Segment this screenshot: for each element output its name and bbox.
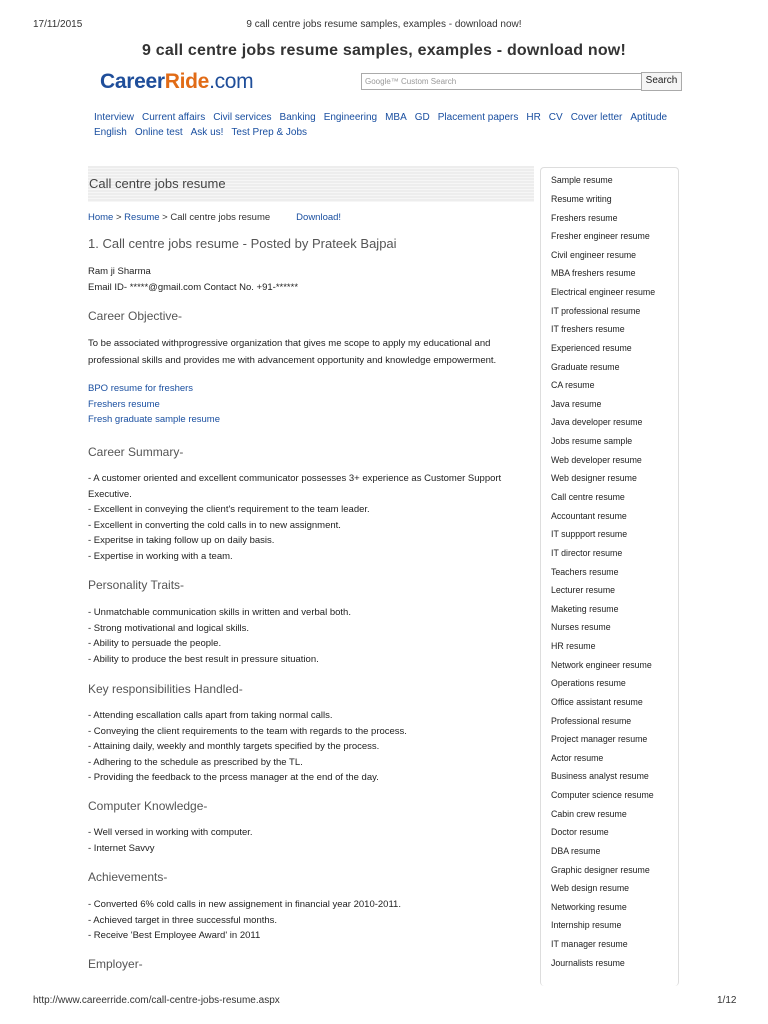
sidebar-item[interactable]: Networking resume: [551, 902, 627, 912]
candidate-contact: Email ID- *****@gmail.com Contact No. +91-******: [88, 282, 299, 293]
sidebar-item[interactable]: Freshers resume: [551, 213, 618, 223]
logo-part-ride: Ride: [164, 70, 210, 93]
key-responsibilities-list: [88, 708, 534, 786]
page-title: 9 call centre jobs resume samples, examples - download now!: [142, 42, 626, 59]
nav-link[interactable]: Current affairs: [142, 112, 206, 123]
sidebar-item[interactable]: Cabin crew resume: [551, 809, 627, 819]
sidebar-item[interactable]: Professional resume: [551, 716, 632, 726]
personality-traits-list: [88, 605, 534, 667]
list-item: - Strong motivational and logical skills.: [88, 622, 250, 634]
sidebar-item[interactable]: HR resume: [551, 641, 596, 651]
sidebar-item[interactable]: MBA freshers resume: [551, 268, 636, 278]
sidebar-item[interactable]: Project manager resume: [551, 734, 648, 744]
sidebar-item[interactable]: IT suppport resume: [551, 529, 628, 539]
career-objective-heading: Career Objective-: [88, 309, 183, 323]
sidebar-item[interactable]: Experienced resume: [551, 343, 632, 353]
list-item: - Converted 6% cold calls in new assignement in financial year 2010-2011.: [88, 899, 401, 910]
list-item: - Experitse in taking follow up on daily basis.: [88, 535, 275, 547]
career-objective-text: [88, 335, 534, 369]
careerride-logo[interactable]: [100, 70, 253, 94]
career-summary-heading: Career Summary-: [88, 445, 184, 459]
sidebar-item[interactable]: IT professional resume: [551, 306, 641, 316]
list-item: - Achieved target in three successful months.: [88, 914, 278, 926]
sidebar-item[interactable]: Teachers resume: [551, 567, 619, 577]
list-item: - Unmatchable communication skills in written and verbal both.: [88, 607, 351, 618]
sidebar-item[interactable]: IT manager resume: [551, 939, 628, 949]
candidate-name: Ram ji Sharma: [88, 266, 151, 277]
computer-knowledge-list: [88, 825, 534, 856]
nav-link[interactable]: Test Prep & Jobs: [231, 127, 308, 138]
breadcrumb: [88, 212, 341, 223]
nav-link[interactable]: Engineering: [323, 112, 378, 123]
nav-link[interactable]: Civil services: [213, 112, 272, 123]
nav-link[interactable]: Interview: [94, 112, 135, 123]
breadcrumb-home[interactable]: Home: [88, 212, 114, 223]
breadcrumb-resume[interactable]: Resume: [124, 212, 160, 223]
sidebar-item[interactable]: Web design resume: [551, 883, 630, 893]
career-summary-list: [88, 471, 534, 565]
related-link[interactable]: Fresh graduate sample resume: [88, 414, 221, 426]
sidebar-item[interactable]: Java developer resume: [551, 417, 643, 427]
personality-traits-heading: Personality Traits-: [88, 578, 185, 592]
list-item: - Providing the feedback to the prcess manager at the end of the day.: [88, 772, 379, 784]
sidebar-item[interactable]: Jobs resume sample: [551, 436, 633, 446]
list-item: - Ability to produce the best result in pressure situation.: [88, 653, 319, 665]
sidebar-item[interactable]: Resume writing: [551, 194, 612, 204]
post-title: 1. Call centre jobs resume - Posted by Prateek Bajpai: [88, 236, 397, 251]
search-button[interactable]: Search: [641, 72, 682, 91]
computer-knowledge-heading: Computer Knowledge-: [88, 799, 208, 813]
list-item: - Attending escallation calls apart from taking normal calls.: [88, 710, 333, 721]
sidebar-item[interactable]: Internship resume: [551, 920, 622, 930]
nav-link[interactable]: Aptitude: [630, 112, 668, 123]
logo-part-career: Career: [100, 70, 165, 93]
nav-link[interactable]: English: [94, 127, 127, 138]
download-link[interactable]: Download!: [296, 212, 342, 223]
logo-part-com: .com: [209, 70, 254, 93]
sidebar-item[interactable]: Actor resume: [551, 753, 604, 763]
list-item: - Adhering to the schedule as prescribed by the TL.: [88, 756, 303, 768]
breadcrumb-separator: >: [159, 212, 171, 223]
related-link[interactable]: Freshers resume: [88, 398, 160, 410]
print-header: [0, 0, 768, 30]
list-item: - Ability to persuade the people.: [88, 638, 222, 650]
list-item: - Conveying the client requirements to the team with regards to the process.: [88, 725, 407, 737]
related-link[interactable]: BPO resume for freshers: [88, 383, 194, 394]
content-header-title: Call centre jobs resume: [89, 176, 226, 191]
related-links: [88, 381, 534, 428]
achievements-list: [88, 897, 534, 944]
sidebar-item[interactable]: Civil engineer resume: [551, 250, 637, 260]
list-item: - Attaining daily, weekly and monthly targets specified by the process.: [88, 741, 380, 753]
sidebar-item[interactable]: IT freshers resume: [551, 324, 625, 334]
content-header: [88, 166, 534, 202]
sidebar-item[interactable]: DBA resume: [551, 846, 601, 856]
nav-link[interactable]: HR: [526, 112, 541, 123]
list-item: - Expertise in working with a team.: [88, 550, 233, 562]
list-item: - A customer oriented and excellent communicator possesses 3+ experience as Customer Support Executive.: [88, 473, 502, 500]
breadcrumb-separator: >: [113, 212, 125, 223]
breadcrumb-current: Call centre jobs resume: [170, 212, 271, 223]
sidebar-item[interactable]: Electrical engineer resume: [551, 287, 656, 297]
sidebar-item[interactable]: Fresher engineer resume: [551, 231, 650, 241]
sidebar-item[interactable]: Journalists resume: [551, 958, 625, 968]
sidebar-resume-links: [540, 167, 679, 986]
sidebar-item[interactable]: Operations resume: [551, 678, 626, 688]
list-item: - Internet Savvy: [88, 842, 155, 854]
sidebar-item[interactable]: IT director resume: [551, 548, 623, 558]
print-title: 9 call centre jobs resume samples, examples - download now!: [246, 19, 522, 30]
search-input[interactable]: Google™ Custom Search: [361, 73, 643, 90]
top-nav: [94, 110, 668, 140]
sidebar-item[interactable]: Web designer resume: [551, 473, 637, 483]
nav-link[interactable]: Banking: [279, 112, 316, 123]
sidebar-item[interactable]: Office assistant resume: [551, 697, 643, 707]
nav-link[interactable]: Cover letter: [570, 112, 623, 123]
achievements-heading: Achievements-: [88, 870, 168, 884]
list-item: - Excellent in conveying the client's requirement to the team leader.: [88, 504, 370, 516]
sidebar-item[interactable]: Call centre resume: [551, 492, 625, 502]
sidebar-item[interactable]: Lecturer resume: [551, 585, 616, 595]
sidebar-item[interactable]: Graduate resume: [551, 362, 620, 372]
nav-link[interactable]: Placement papers: [437, 112, 519, 123]
list-item: - Excellent in converting the cold calls in to new assignment.: [88, 519, 341, 531]
nav-link[interactable]: GD: [414, 112, 430, 123]
nav-link[interactable]: MBA: [385, 112, 407, 123]
nav-link[interactable]: CV: [548, 112, 563, 123]
list-item: - Receive 'Best Employee Award' in 2011: [88, 930, 261, 942]
nav-link[interactable]: Ask us!: [190, 127, 224, 138]
sidebar-item[interactable]: Web developer resume: [551, 455, 642, 465]
employer-heading: Employer-: [88, 957, 143, 971]
sidebar-item[interactable]: Accountant resume: [551, 511, 627, 521]
sidebar-item[interactable]: Computer science resume: [551, 790, 654, 800]
sidebar-item[interactable]: Java resume: [551, 399, 602, 409]
footer-page-number: 1/12: [717, 995, 737, 1006]
sidebar-item[interactable]: Business analyst resume: [551, 771, 649, 781]
sidebar-item[interactable]: Graphic designer resume: [551, 865, 650, 875]
nav-link[interactable]: Online test: [134, 127, 183, 138]
key-responsibilities-heading: Key responsibilities Handled-: [88, 682, 243, 696]
career-objective-paragraph: To be associated withprogressive organization that gives me scope to apply my educational and professional skills and provides me with advancement opportunity and knowledge empowerment.: [88, 338, 497, 366]
sidebar-item[interactable]: Sample resume: [551, 175, 613, 185]
sidebar-item[interactable]: Doctor resume: [551, 827, 609, 837]
footer-url: http://www.careerride.com/call-centre-jobs-resume.aspx: [33, 995, 280, 1006]
sidebar-item[interactable]: Nurses resume: [551, 622, 611, 632]
sidebar-item[interactable]: Network engineer resume: [551, 660, 652, 670]
print-date: 17/11/2015: [33, 19, 83, 30]
sidebar-item[interactable]: Maketing resume: [551, 604, 619, 614]
list-item: - Well versed in working with computer.: [88, 827, 253, 838]
sidebar-item[interactable]: CA resume: [551, 380, 595, 390]
